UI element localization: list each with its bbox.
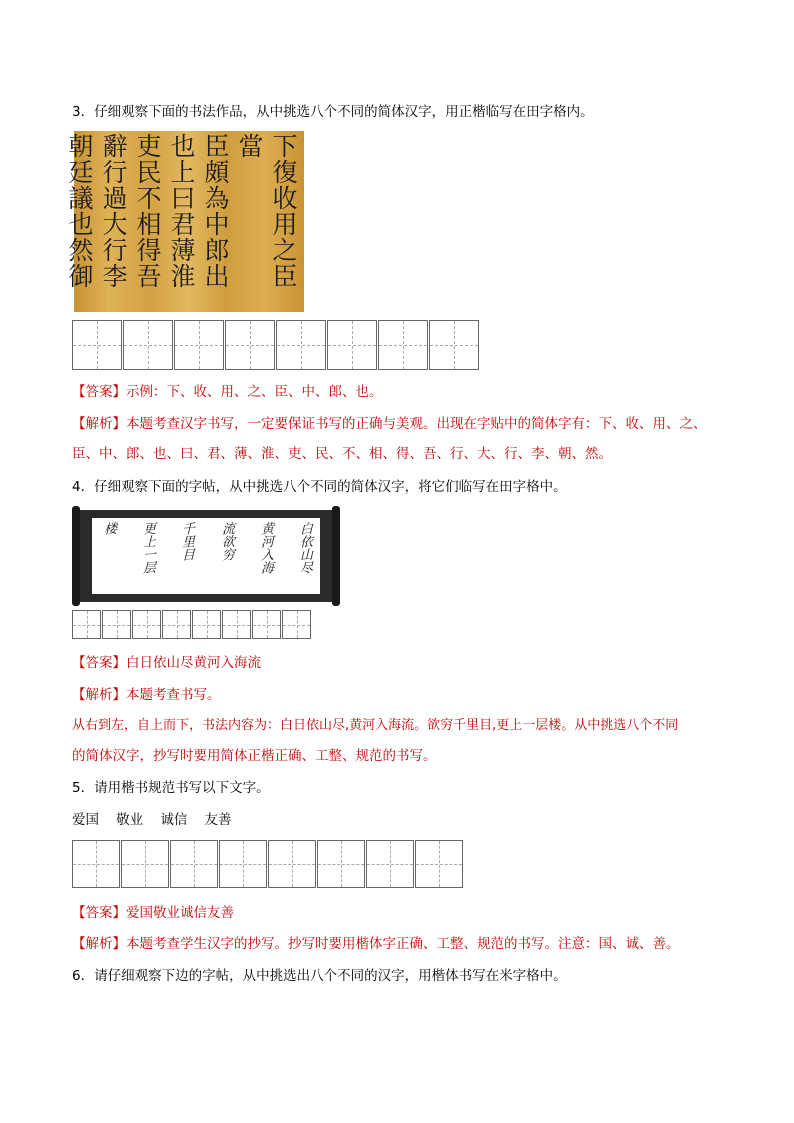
tianzige-cell[interactable]	[415, 840, 463, 888]
scroll-column: 黄河入海	[257, 521, 273, 575]
answer-text: 白日依山尽黄河入海流	[126, 655, 261, 671]
q5-answer	[72, 903, 234, 923]
artwork-column: 下復收用之臣當	[235, 133, 298, 289]
tianzige-cell[interactable]	[429, 320, 479, 370]
tianzige-cell[interactable]	[219, 840, 267, 888]
calligraphy-scroll-image	[72, 506, 340, 606]
tianzige-cell[interactable]	[170, 840, 218, 888]
q3-answer	[72, 382, 383, 402]
analysis-text: 本题考查书写。	[126, 687, 221, 703]
word-2: 敬业	[116, 812, 144, 828]
analysis-tag: 【解析】	[72, 416, 126, 432]
q3-analysis-1	[72, 414, 707, 434]
q6-question: 6．请仔细观察下边的字帖，从中挑选出八个不同的汉字，用楷体书写在米字格中。	[72, 968, 567, 984]
q5-analysis	[72, 934, 680, 954]
q4-answer	[72, 653, 261, 673]
artwork-column: 吏民不相得吾	[133, 133, 162, 289]
tianzige-cell[interactable]	[102, 610, 131, 639]
tianzige-cell[interactable]	[378, 320, 428, 370]
answer-tag: 【答案】	[72, 384, 126, 400]
word-4: 友善	[204, 812, 232, 828]
word-1: 爱国	[72, 812, 99, 828]
tianzige-cell[interactable]	[72, 840, 120, 888]
analysis-tag: 【解析】	[72, 687, 126, 703]
q4-question: 4．仔细观察下面的字帖，从中挑选八个不同的简体汉字，将它们临写在田字格中。	[72, 479, 567, 495]
q5-question: 5．请用楷书规范书写以下文字。	[72, 780, 270, 796]
artwork-column: 朝廷議也然御	[65, 133, 94, 289]
tianzige-cell[interactable]	[121, 840, 169, 888]
analysis-tag: 【解析】	[72, 936, 126, 952]
tianzige-cell[interactable]	[282, 610, 311, 639]
q5-words	[72, 810, 232, 830]
tianzige-cell[interactable]	[317, 840, 365, 888]
q3-analysis-2: 臣、中、郎、也、曰、君、薄、淮、吏、民、不、相、得、吾、行、大、行、李、朝、然。	[72, 446, 612, 462]
tianzige-cell[interactable]	[268, 840, 316, 888]
scroll-column: 流欲穷	[218, 521, 234, 562]
q4-writing-grid[interactable]	[72, 610, 312, 639]
q4-analysis-2: 从右到左，自上而下，书法内容为：白日依山尽,黄河入海流。欲穷千里目,更上一层楼。从中挑选八个不同	[72, 718, 679, 733]
tianzige-cell[interactable]	[162, 610, 191, 639]
analysis-text: 本题考查学生汉字的抄写。抄写时要用楷体字正确、工整、规范的书写。注意：国、诚、善。	[126, 936, 680, 952]
tianzige-cell[interactable]	[192, 610, 221, 639]
scroll-column: 千里目	[179, 521, 195, 562]
artwork-column: 辭行過大行李	[99, 133, 128, 289]
tianzige-cell[interactable]	[72, 610, 101, 639]
answer-tag: 【答案】	[72, 655, 126, 671]
tianzige-cell[interactable]	[132, 610, 161, 639]
calligraphy-artwork-image	[65, 131, 304, 312]
tianzige-cell[interactable]	[123, 320, 173, 370]
tianzige-cell[interactable]	[276, 320, 326, 370]
q4-analysis-1	[72, 685, 221, 705]
tianzige-cell[interactable]	[366, 840, 414, 888]
tianzige-cell[interactable]	[174, 320, 224, 370]
word-3: 诚信	[160, 812, 188, 828]
artwork-column: 也上曰君薄淮	[167, 133, 196, 289]
tianzige-cell[interactable]	[72, 320, 122, 370]
q5-writing-grid[interactable]	[72, 840, 464, 888]
q3-writing-grid[interactable]	[72, 320, 480, 370]
q3-question: 3．仔细观察下面的书法作品，从中挑选八个不同的简体汉字，用正楷临写在田字格内。	[72, 104, 594, 120]
answer-text: 爱国敬业诚信友善	[126, 905, 234, 921]
tianzige-cell[interactable]	[225, 320, 275, 370]
analysis-text: 本题考查汉字书写，一定要保证书写的正确与美观。出现在字贴中的简体字有：下、收、用、之、	[126, 416, 707, 432]
tianzige-cell[interactable]	[222, 610, 251, 639]
scroll-column: 白依山尽	[296, 521, 312, 575]
tianzige-cell[interactable]	[327, 320, 377, 370]
scroll-column: 楼	[101, 521, 116, 536]
q4-analysis-3: 的简体汉字，抄写时要用简体正楷正确、工整、规范的书写。	[72, 748, 437, 764]
tianzige-cell[interactable]	[252, 610, 281, 639]
artwork-column: 臣頗為中郎出	[201, 133, 230, 289]
answer-tag: 【答案】	[72, 905, 126, 921]
answer-text: 示例：下、收、用、之、臣、中、郎、也。	[126, 384, 383, 400]
scroll-column: 更上一层	[140, 521, 156, 575]
